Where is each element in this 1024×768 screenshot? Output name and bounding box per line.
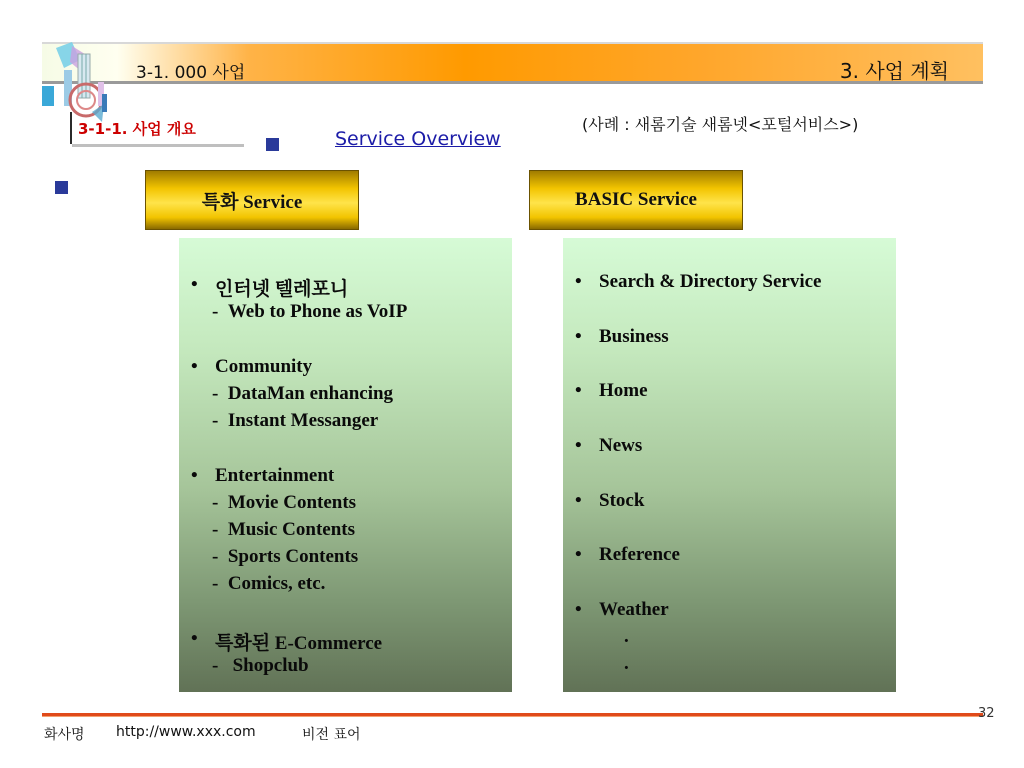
list-item: Community	[215, 356, 313, 377]
bullet: •	[575, 599, 582, 620]
list-subitem: - DataMan enhancing	[212, 383, 394, 404]
bullet: •	[191, 465, 198, 486]
vision-slogan: 비전 표어	[302, 727, 361, 743]
list-item: 인터넷 텔레포니	[215, 279, 349, 300]
page-number: 32	[978, 706, 995, 721]
list-item: 특화된 E-Commerce	[215, 633, 383, 654]
subsection-marker-line	[70, 112, 72, 144]
bullet: •	[575, 544, 582, 565]
list-item: Search & Directory Service	[599, 271, 822, 292]
list-item: Business	[599, 326, 669, 347]
specialized-service-box	[179, 238, 512, 692]
list-subitem: - Instant Messanger	[212, 410, 379, 431]
basic-service-header: BASIC Service	[529, 170, 743, 230]
ellipsis-dot: .	[624, 653, 629, 674]
service-overview-link[interactable]: Service Overview	[335, 128, 501, 150]
section-title: 3-1. 000 사업	[136, 63, 246, 83]
list-subitem: - Sports Contents	[212, 546, 359, 567]
list-item: Weather	[599, 599, 669, 620]
list-item: Home	[599, 380, 648, 401]
bullet: •	[575, 326, 582, 347]
bullet: •	[575, 380, 582, 401]
bullet: •	[191, 628, 198, 649]
company-name: 화사명	[44, 727, 85, 743]
specialized-service-header: 특화 Service	[145, 170, 359, 230]
square-bullet-icon	[55, 181, 68, 194]
list-item: Entertainment	[215, 465, 335, 486]
bullet: •	[575, 435, 582, 456]
list-subitem: - Movie Contents	[212, 492, 357, 513]
basic-service-box	[563, 238, 896, 692]
bullet: •	[191, 274, 198, 295]
ellipsis-dot: .	[624, 626, 629, 647]
list-item: News	[599, 435, 643, 456]
company-url[interactable]: http://www.xxx.com	[116, 724, 256, 740]
list-subitem: - Music Contents	[212, 519, 356, 540]
footer-divider-shadow	[42, 716, 983, 717]
square-bullet-icon	[266, 138, 279, 151]
bullet: •	[191, 356, 198, 377]
subsection-title: 3-1-1. 사업 개요	[78, 120, 196, 138]
example-note: (사례 : 새롬기술 새롬넷<포털서비스>)	[582, 115, 859, 134]
bullet: •	[575, 271, 582, 292]
bullet: •	[575, 490, 582, 511]
list-subitem: - Shopclub	[212, 655, 309, 676]
list-subitem: - Comics, etc.	[212, 573, 326, 594]
chapter-title: 3. 사업 계획	[839, 59, 949, 83]
subsection-underline	[72, 144, 244, 147]
list-item: Reference	[599, 544, 680, 565]
header-bar	[42, 42, 983, 84]
list-item: Stock	[599, 490, 645, 511]
list-subitem: - Web to Phone as VoIP	[212, 301, 408, 322]
